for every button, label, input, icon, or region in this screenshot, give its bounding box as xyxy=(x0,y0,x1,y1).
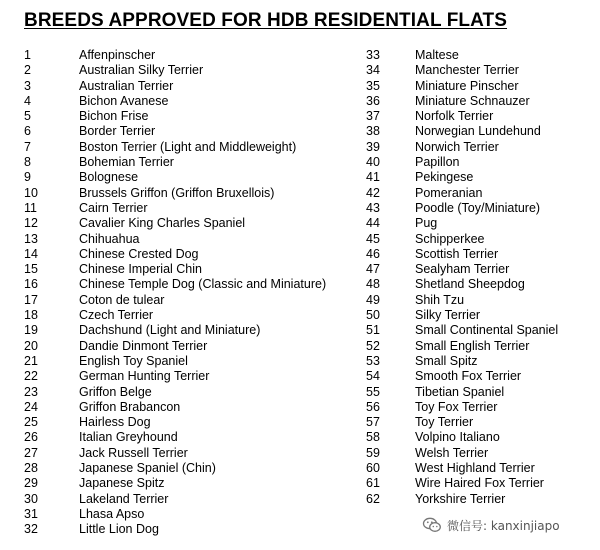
breed-name: Small English Terrier xyxy=(415,338,530,353)
breed-name: Bichon Frise xyxy=(79,109,149,124)
breed-name: Chinese Imperial Chin xyxy=(79,262,202,277)
breed-number: 21 xyxy=(24,353,38,368)
breed-row xyxy=(366,48,459,63)
breed-number: 60 xyxy=(366,461,380,476)
breed-name: Hairless Dog xyxy=(79,415,151,430)
breed-number: 52 xyxy=(366,338,380,353)
breed-row xyxy=(366,308,481,323)
breed-number: 57 xyxy=(366,415,380,430)
breed-name: Toy Terrier xyxy=(415,415,474,430)
breed-name: Bohemian Terrier xyxy=(79,155,174,170)
breed-number: 6 xyxy=(24,124,31,139)
breed-name: Welsh Terrier xyxy=(415,445,489,460)
breed-number: 50 xyxy=(366,308,380,323)
breed-number: 26 xyxy=(24,430,38,445)
breed-row xyxy=(366,93,530,109)
breed-row xyxy=(366,476,544,491)
breed-number: 16 xyxy=(24,277,38,292)
breed-row xyxy=(24,185,275,201)
breed-name: Bolognese xyxy=(79,170,139,185)
breed-name: Miniature Schnauzer xyxy=(415,93,530,108)
breed-name: Australian Silky Terrier xyxy=(79,63,204,78)
breed-number: 28 xyxy=(24,461,38,476)
breed-number: 12 xyxy=(24,216,38,231)
breed-name: Jack Russell Terrier xyxy=(79,445,188,460)
breed-number: 55 xyxy=(366,384,380,399)
breed-number: 9 xyxy=(24,170,31,185)
wechat-icon xyxy=(422,516,442,534)
breed-number: 43 xyxy=(366,200,380,215)
breed-row xyxy=(24,246,199,262)
breed-number: 1 xyxy=(24,48,31,62)
breed-number: 30 xyxy=(24,491,38,506)
breed-number: 53 xyxy=(366,353,380,368)
breed-number: 20 xyxy=(24,338,38,353)
breed-row xyxy=(366,262,510,277)
breed-name: Maltese xyxy=(415,48,459,62)
breed-row xyxy=(366,231,485,247)
breed-name: Norwegian Lundehund xyxy=(415,124,541,139)
breed-name: Shih Tzu xyxy=(415,292,465,307)
breed-row xyxy=(24,369,210,384)
breed-row xyxy=(366,200,541,216)
breed-number: 47 xyxy=(366,262,380,277)
breed-row xyxy=(24,506,145,522)
breed-name: English Toy Spaniel xyxy=(79,353,188,368)
breed-name: Affenpinscher xyxy=(79,48,156,62)
breed-row xyxy=(366,109,494,124)
breed-row xyxy=(24,48,156,63)
breed-name: Smooth Fox Terrier xyxy=(415,369,522,384)
breed-name: Griffon Belge xyxy=(79,384,152,399)
breed-row xyxy=(24,399,181,415)
breed-row xyxy=(24,216,246,231)
breed-number: 15 xyxy=(24,262,38,277)
breed-name: Boston Terrier (Light and Middleweight) xyxy=(79,139,297,154)
breed-name: Czech Terrier xyxy=(79,308,154,323)
breed-name: Scottish Terrier xyxy=(415,246,499,261)
breed-row xyxy=(24,308,154,323)
breed-name: Wire Haired Fox Terrier xyxy=(415,476,544,491)
breed-number: 32 xyxy=(24,522,38,537)
breed-row xyxy=(24,139,297,155)
breed-name: Bichon Avanese xyxy=(79,93,169,108)
breed-name: Norwich Terrier xyxy=(415,139,499,154)
breed-list-left-column xyxy=(24,48,327,538)
breed-row xyxy=(24,522,159,537)
breed-number: 25 xyxy=(24,415,38,430)
breed-row xyxy=(366,491,506,507)
breed-number: 35 xyxy=(366,78,380,93)
breed-row xyxy=(366,139,499,155)
breed-row xyxy=(366,384,505,400)
breed-row xyxy=(24,476,165,491)
breed-number: 4 xyxy=(24,93,31,108)
breed-row xyxy=(24,430,178,445)
breed-row xyxy=(24,63,204,78)
breed-name: Manchester Terrier xyxy=(415,63,519,78)
breed-row xyxy=(24,155,174,170)
breed-name: Italian Greyhound xyxy=(79,430,178,445)
breed-number: 22 xyxy=(24,369,38,384)
breed-row xyxy=(366,323,559,338)
breed-row xyxy=(366,445,489,461)
watermark-text: 微信号: kanxinjiapo xyxy=(447,518,560,533)
breed-row xyxy=(24,384,152,400)
breed-name: Yorkshire Terrier xyxy=(415,491,506,506)
breed-row xyxy=(24,292,165,308)
breed-row xyxy=(366,461,535,476)
breed-row xyxy=(24,461,216,476)
breed-name: Shetland Sheepdog xyxy=(415,277,525,292)
breed-row xyxy=(366,185,483,201)
breed-number: 2 xyxy=(24,63,31,78)
breed-name: Chinese Temple Dog (Classic and Miniature) xyxy=(79,277,327,292)
breed-name: Norfolk Terrier xyxy=(415,109,494,124)
breed-name: Pug xyxy=(415,216,438,231)
breed-name: Miniature Pinscher xyxy=(415,78,519,93)
wechat-watermark xyxy=(418,514,566,536)
breed-name: Papillon xyxy=(415,155,460,170)
breed-number: 18 xyxy=(24,308,38,323)
breed-number: 19 xyxy=(24,323,38,338)
breed-number: 36 xyxy=(366,93,380,108)
breed-number: 29 xyxy=(24,476,38,491)
breed-row xyxy=(366,216,438,231)
breed-row xyxy=(366,292,465,308)
breed-number: 5 xyxy=(24,109,31,124)
breed-row xyxy=(24,277,327,292)
breed-name: Silky Terrier xyxy=(415,308,481,323)
breed-name: Japanese Spitz xyxy=(79,476,165,491)
breed-number: 56 xyxy=(366,399,380,414)
breed-name: Border Terrier xyxy=(79,124,156,139)
breed-number: 13 xyxy=(24,231,38,246)
breed-name: Cairn Terrier xyxy=(79,200,148,215)
breed-number: 51 xyxy=(366,323,380,338)
breed-name: Japanese Spaniel (Chin) xyxy=(79,461,216,476)
breed-row xyxy=(24,109,149,124)
breed-number: 45 xyxy=(366,231,380,246)
breed-name: Dandie Dinmont Terrier xyxy=(79,338,208,353)
breed-name: Griffon Brabancon xyxy=(79,399,181,414)
breed-number: 58 xyxy=(366,430,380,445)
breed-name: Pomeranian xyxy=(415,185,483,200)
breed-name: Tibetian Spaniel xyxy=(415,384,505,399)
breed-name: Cavalier King Charles Spaniel xyxy=(79,216,246,231)
breed-row xyxy=(24,262,202,277)
breed-number: 40 xyxy=(366,155,380,170)
breed-list-right-column xyxy=(366,48,559,507)
breed-name: Little Lion Dog xyxy=(79,522,159,537)
breed-number: 54 xyxy=(366,369,380,384)
breed-row xyxy=(24,231,140,247)
breed-name: Coton de tulear xyxy=(79,292,165,307)
breed-row xyxy=(366,369,522,384)
breed-name: Australian Terrier xyxy=(79,78,174,93)
breed-row xyxy=(24,445,188,461)
breed-name: Small Spitz xyxy=(415,353,478,368)
breed-name: Pekingese xyxy=(415,170,474,185)
breed-row xyxy=(24,353,188,369)
breed-number: 34 xyxy=(366,63,380,78)
breed-name: West Highland Terrier xyxy=(415,461,535,476)
breed-number: 59 xyxy=(366,445,380,460)
breed-row xyxy=(366,170,474,185)
breed-row xyxy=(366,430,500,445)
breed-number: 23 xyxy=(24,384,38,399)
breed-number: 38 xyxy=(366,124,380,139)
breed-name: Chinese Crested Dog xyxy=(79,246,199,261)
breed-row xyxy=(366,353,478,369)
breed-number: 48 xyxy=(366,277,380,292)
breed-row xyxy=(24,124,156,139)
breed-number: 17 xyxy=(24,292,38,307)
breed-row xyxy=(24,200,148,216)
breed-number: 42 xyxy=(366,185,380,200)
breed-row xyxy=(366,277,525,292)
breed-name: German Hunting Terrier xyxy=(79,369,210,384)
breed-row xyxy=(366,78,519,94)
breed-number: 11 xyxy=(24,200,37,215)
breed-row xyxy=(24,491,169,507)
breed-number: 10 xyxy=(24,185,38,200)
breed-name: Chihuahua xyxy=(79,231,140,246)
breed-name: Dachshund (Light and Miniature) xyxy=(79,323,261,338)
breed-row xyxy=(24,323,261,338)
breed-number: 61 xyxy=(366,476,380,491)
breed-name: Poodle (Toy/Miniature) xyxy=(415,200,541,215)
breed-number: 44 xyxy=(366,216,380,231)
breed-row xyxy=(366,155,460,170)
breed-number: 24 xyxy=(24,399,38,414)
breed-row xyxy=(24,338,208,354)
breed-number: 39 xyxy=(366,139,380,154)
breed-row xyxy=(24,93,169,109)
breed-number: 46 xyxy=(366,246,380,261)
breed-row xyxy=(366,63,519,78)
breed-number: 3 xyxy=(24,78,31,93)
breed-row xyxy=(366,338,530,354)
breed-number: 14 xyxy=(24,246,38,261)
breed-row xyxy=(24,78,174,94)
document-title: BREEDS APPROVED FOR HDB RESIDENTIAL FLATS xyxy=(24,10,508,31)
breed-row xyxy=(366,124,541,139)
breed-number: 7 xyxy=(24,139,31,154)
breed-name: Lakeland Terrier xyxy=(79,491,169,506)
breed-name: Schipperkee xyxy=(415,231,485,246)
breed-row xyxy=(366,415,474,430)
breed-name: Volpino Italiano xyxy=(415,430,500,445)
breed-number: 49 xyxy=(366,292,380,307)
breed-name: Small Continental Spaniel xyxy=(415,323,559,338)
breed-number: 8 xyxy=(24,155,31,170)
breed-number: 41 xyxy=(366,170,380,185)
breed-row xyxy=(24,415,151,430)
breed-name: Brussels Griffon (Griffon Bruxellois) xyxy=(79,185,275,200)
breed-row xyxy=(366,246,499,262)
breed-name: Toy Fox Terrier xyxy=(415,399,498,414)
breed-number: 37 xyxy=(366,109,380,124)
breed-number: 33 xyxy=(366,48,380,62)
breed-name: Lhasa Apso xyxy=(79,506,145,521)
breed-number: 27 xyxy=(24,445,38,460)
breed-row xyxy=(366,399,498,415)
breed-number: 62 xyxy=(366,491,380,506)
breed-row xyxy=(24,170,139,185)
breed-name: Sealyham Terrier xyxy=(415,262,510,277)
breed-number: 31 xyxy=(24,506,38,521)
